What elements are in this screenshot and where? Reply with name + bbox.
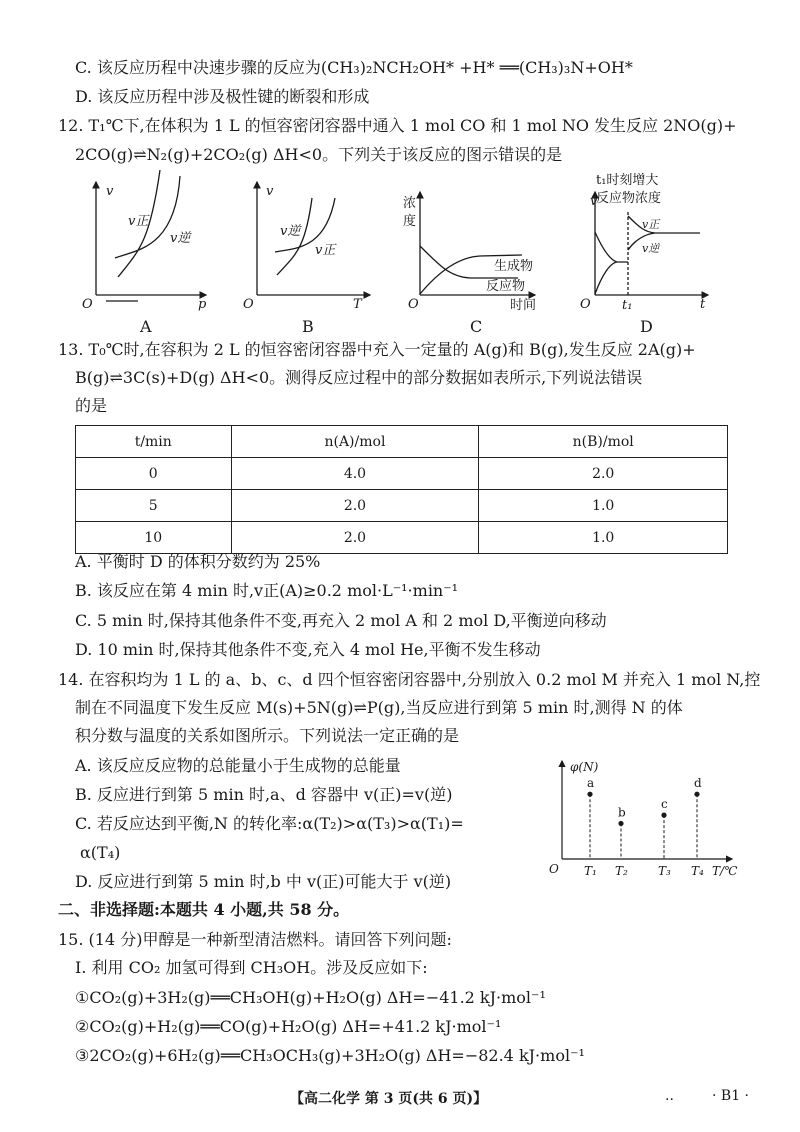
graph-a-origin: O: [82, 297, 93, 312]
q13-option-b: B. 该反应在第 4 min 时,v正(A)≥0.2 mol·L⁻¹·min⁻¹: [75, 581, 459, 600]
q14-option-a: A. 该反应反应物的总能量小于生成物的总能量: [75, 756, 401, 775]
x-tick-label: T₄: [691, 864, 704, 878]
q14-stem-2: 制在不同温度下发生反应 M(s)+5N(g)⇌P(g),当反应进行到第 5 min 时,测得 N 的体: [75, 698, 683, 717]
table-row: [76, 458, 728, 490]
q14-option-c-1: C. 若反应达到平衡,N 的转化率:α(T₂)>α(T₃)>α(T₁)=: [75, 814, 464, 833]
table-cell: 1.0: [479, 522, 728, 554]
graph-b-origin: O: [243, 297, 254, 312]
point-label: b: [618, 805, 626, 820]
chart-ylabel: φ(N): [570, 760, 599, 774]
q11-option-c: C. 该反应历程中决速步骤的反应为(CH₃)₂NCH₂OH* +H* ══(CH₃)₃N+OH*: [75, 58, 633, 77]
data-point: [587, 792, 592, 797]
graph-b-caption: B: [302, 317, 314, 336]
graph-b-xlabel: T: [353, 297, 362, 312]
table-cell: 4.0: [231, 458, 479, 490]
q14-option-b: B. 反应进行到第 5 min 时,a、d 容器中 v(正)=v(逆): [75, 785, 453, 804]
q14-option-c-2: α(T₄): [80, 843, 121, 862]
footer-dots: ..: [665, 1088, 674, 1104]
graph-b: [257, 182, 370, 295]
table-cell: 0: [76, 458, 232, 490]
page-footer: 【高二化学 第 3 页(共 6 页)】: [290, 1091, 488, 1107]
table-header-row: [76, 426, 728, 458]
q11-option-d: D. 该反应历程中涉及极性键的断裂和形成: [75, 87, 370, 106]
q13-option-a: A. 平衡时 D 的体积分数约为 25%: [75, 552, 321, 571]
q12-stem-1: 12. T₁℃下,在体积为 1 L 的恒容密闭容器中通入 1 mol CO 和 1 mol NO 发生反应 2NO(g)+: [58, 116, 737, 135]
graph-a-caption: A: [140, 317, 152, 336]
col-header: t/min: [76, 426, 232, 458]
table-row: [76, 490, 728, 522]
footer-code: · B1 ·: [712, 1088, 749, 1104]
graph-c-ylabel-2: 度: [403, 214, 417, 229]
graph-c-xlabel: 时间: [510, 298, 537, 313]
point-label: c: [661, 797, 668, 812]
graph-d-note-2: 反应物浓度: [596, 191, 662, 206]
graph-d-curve1: v正: [642, 218, 660, 231]
table-cell: 5: [76, 490, 232, 522]
graph-c-origin: O: [408, 297, 419, 312]
graph-d-tick: t₁: [622, 298, 633, 313]
graph-b-curve2: v正: [315, 243, 336, 258]
data-point: [694, 792, 699, 797]
graph-d-curve2: v逆: [642, 242, 660, 255]
q13-stem-2: B(g)⇌3C(s)+D(g) ΔH<0。测得反应过程中的部分数据如表所示,下列说法错误: [75, 368, 643, 387]
x-tick-label: T₁: [584, 864, 597, 878]
table-row: [76, 522, 728, 554]
graph-c-curve2: 反应物: [486, 279, 526, 294]
graph-a-curve1: v正: [128, 214, 149, 229]
x-tick-label: T₂: [615, 864, 628, 878]
q15-equation-1: ①CO₂(g)+3H₂(g)══CH₃OH(g)+H₂O(g) ΔH=−41.2 kJ·mol⁻¹: [75, 988, 546, 1007]
graph-a-ylabel: v: [106, 184, 114, 199]
chart-xlabel: T/℃: [712, 864, 738, 878]
col-header: n(B)/mol: [479, 426, 728, 458]
graph-d-note-1: t₁时刻增大: [596, 173, 659, 188]
q14-stem-3: 积分数与温度的关系如图所示。下列说法一定正确的是: [75, 726, 460, 745]
q13-stem-3: 的是: [75, 396, 108, 415]
section-2-heading: 二、非选择题:本题共 4 小题,共 58 分。: [58, 900, 350, 919]
q15-stem: 15. (14 分)甲醇是一种新型清洁燃料。请回答下列问题:: [58, 930, 452, 949]
table-cell: 10: [76, 522, 232, 554]
graph-b-ylabel: v: [266, 184, 274, 199]
graph-b-curve1: v逆: [280, 224, 301, 239]
q14-stem-1: 14. 在容积均为 1 L 的 a、b、c、d 四个恒容密闭容器中,分别放入 0.2 mol M 并充入 1 mol N,控: [58, 670, 761, 689]
graph-a-curve2: v逆: [170, 231, 191, 246]
graph-d-xlabel: t: [700, 297, 706, 312]
q15-equation-2: ②CO₂(g)+H₂(g)══CO(g)+H₂O(g) ΔH=+41.2 kJ·mol⁻¹: [75, 1017, 502, 1036]
chart-origin: O: [549, 862, 559, 876]
data-point: [661, 813, 666, 818]
q12-stem-2: 2CO(g)⇌N₂(g)+2CO₂(g) ΔH<0。下列关于该反应的图示错误的是: [75, 145, 563, 164]
graph-d-ylabel: v: [590, 194, 598, 209]
point-label: d: [694, 776, 702, 791]
q13-option-c: C. 5 min 时,保持其他条件不变,再充入 2 mol A 和 2 mol D,平衡逆向移动: [75, 611, 607, 630]
data-point: [618, 821, 623, 826]
table-cell: 2.0: [231, 490, 479, 522]
q14-option-d: D. 反应进行到第 5 min 时,b 中 v(正)可能大于 v(逆): [75, 872, 452, 891]
q14-chart: [540, 755, 780, 885]
graph-c-curve1: 生成物: [494, 259, 534, 274]
q13-option-d: D. 10 min 时,保持其他条件不变,充入 4 mol He,平衡不发生移动: [75, 640, 541, 659]
q13-stem-1: 13. T₀℃时,在容积为 2 L 的恒容密闭容器中充入一定量的 A(g)和 B(g),发生反应 2A(g)+: [58, 340, 696, 359]
table-cell: 2.0: [479, 458, 728, 490]
table-cell: 1.0: [479, 490, 728, 522]
graph-d-origin: O: [580, 297, 591, 312]
graph-c-ylabel-1: 浓: [403, 196, 417, 211]
graph-c-caption: C: [470, 317, 483, 336]
q13-data-table: [75, 425, 728, 554]
graph-d-caption: D: [640, 317, 653, 336]
q15-equation-3: ③2CO₂(g)+6H₂(g)══CH₃OCH₃(g)+3H₂O(g) ΔH=−82.4 kJ·mol⁻¹: [75, 1046, 585, 1065]
col-header: n(A)/mol: [231, 426, 479, 458]
point-label: a: [587, 776, 595, 791]
table-cell: 2.0: [231, 522, 479, 554]
graph-a-xlabel: p: [198, 297, 207, 312]
q12-graphs: [0, 170, 800, 340]
q15-part-1: Ⅰ. 利用 CO₂ 加氢可得到 CH₃OH。涉及反应如下:: [75, 958, 428, 977]
x-tick-label: T₃: [658, 864, 671, 878]
